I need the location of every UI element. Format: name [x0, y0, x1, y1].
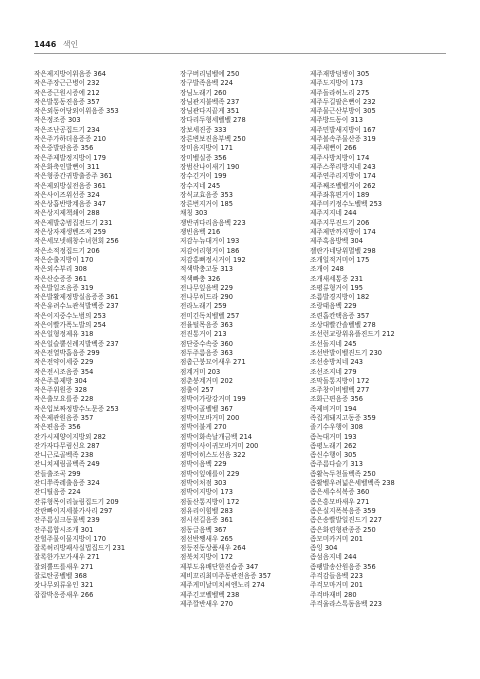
index-entry: 잘로탄공벨벨 368: [34, 572, 87, 581]
index-entry: 제주재방덤벙이 305: [310, 70, 370, 78]
index-entry: 점춘붕계거미 202: [180, 376, 233, 385]
index-entry: 좀은실지폭복음증 359: [310, 506, 376, 515]
index-entry: 작은외수부리 308: [34, 265, 87, 274]
index-entry: 점박이골벨벨 367: [180, 404, 233, 413]
index-column-1: [34, 70, 166, 600]
index-entry: 제주제만까지방이 174: [310, 228, 376, 237]
index-entry: 작은전약이세중 229: [34, 358, 94, 367]
index-entry: 쟁반귀다리음음벡 223: [180, 218, 246, 227]
index-entry: 점박이음벡 229: [180, 460, 227, 469]
index-entry: 좀섬음지네 244: [310, 553, 357, 562]
index-entry: 점박이히스도선음 322: [180, 451, 246, 460]
index-entry: 좀은송빨발일진드기 227: [310, 516, 383, 525]
index-entry: 좀녹대거미 193: [310, 432, 357, 441]
index-entry: 작은조난공집드기 234: [34, 125, 100, 134]
section-title: 색인: [62, 40, 79, 49]
index-entry: 조선조지네 279: [310, 367, 357, 376]
index-entry: 제주두길팔은뻔이 232: [310, 97, 376, 106]
index-entry: 채칭 303: [180, 209, 208, 218]
index-entry: 좀신수행이 305: [310, 451, 357, 460]
index-entry: 전율털목음증 363: [180, 321, 233, 330]
index-entry: 점단중수속중 360: [180, 339, 233, 348]
index-entry: 작은주제발정지방이 179: [34, 153, 107, 162]
index-entry: 작은주름제방 304: [34, 376, 87, 385]
index-entry: 주걱바재비 280: [310, 590, 357, 599]
index-entry: 작은발통동진음증 357: [34, 97, 100, 106]
index-entry: 점선반쨍새우 265: [180, 534, 233, 543]
index-entry: 잡잡박응증새우 266: [34, 590, 94, 599]
index-entry: 제주사방치방이 174: [310, 153, 370, 162]
page-number: 1446: [34, 40, 57, 49]
index-entry: 작은입보짜정방수노문증 253: [34, 404, 119, 413]
index-entry: 장님노래기 260: [180, 88, 227, 97]
index-entry: 족제비거미 194: [310, 404, 357, 413]
index-entry: 쟁빈음벡 216: [180, 228, 221, 237]
index-entry: 저감누뉴대거이 193: [180, 237, 240, 246]
index-entry: 작은소적정집드기 206: [34, 246, 100, 255]
index-entry: 작은출모요를증 228: [34, 395, 94, 404]
index-entry: 제주좌휴편거이 189: [310, 190, 370, 199]
index-entry: 제주민발새지방이 167: [310, 125, 376, 134]
index-entry: 작은편음증 356: [34, 423, 81, 432]
index-entry: 좀은화련형관종증 250: [310, 525, 376, 534]
index-entry: 장구버리넘벨에 250: [180, 70, 240, 78]
index-entry: 장범산나이새기 190: [180, 162, 240, 171]
index-entry: 주걱감들음벡 223: [310, 572, 363, 581]
index-entry: 저감홍뼈정시거이 192: [180, 255, 246, 264]
index-entry: 제주미키정수노벨벡 253: [310, 200, 383, 209]
index-entry: 점박이잎애를이 229: [180, 469, 240, 478]
index-entry: 제주지무진드기 206: [310, 218, 370, 227]
index-entry: 장수지네 245: [180, 181, 221, 190]
index-entry: 점박이불게 270: [180, 423, 227, 432]
index-entry: 작은상자재생벤즈져 259: [34, 228, 107, 237]
index-column-2: [180, 70, 300, 609]
index-entry: 작은이빨가폭노발의 254: [34, 321, 107, 330]
index-entry: 점유리이힘벨 283: [180, 506, 233, 515]
index-entry: 조화근편음증 356: [310, 395, 363, 404]
index-entry: 졸기수우행이 308: [310, 423, 363, 432]
index-entry: 작은이지중수노범의 253: [34, 311, 107, 320]
index-entry: 전나무잎음벡 229: [180, 283, 233, 292]
index-entry: 장미벨실증 356: [180, 153, 227, 162]
index-entry: 장미음지방이 171: [180, 144, 233, 153]
index-entry: 조랑태음벡 229: [310, 302, 357, 311]
index-entry: 잘록한가모가새우 271: [34, 553, 100, 562]
index-entry: 작은순출지방이 170: [34, 255, 94, 264]
index-entry: 점박이사이귀모바거미 200: [180, 441, 259, 450]
index-entry: 제주스쭈리방지네 243: [310, 162, 376, 171]
index-entry: 작은일형정제유 318: [34, 330, 94, 339]
index-entry: 주걱모마거미 201: [310, 581, 363, 590]
index-entry: 작은주위원증 328: [34, 386, 87, 395]
index-entry: 작은화축인발뻔이 311: [34, 162, 100, 171]
index-entry: 작은정조증 303: [34, 116, 81, 125]
index-entry: 작은상흡반방계음증 347: [34, 200, 107, 209]
index-entry: 작은상지제책쇄이 288: [34, 209, 100, 218]
index-entry: 점박이모바거미 200: [180, 413, 240, 422]
index-entry: 작은제외방실전음증 361: [34, 181, 107, 190]
index-entry: 잔가자다무림신요 287: [34, 441, 100, 450]
index-entry: 작은전열박흡음증 299: [34, 348, 100, 357]
index-entry: 좀은흥모바새우 271: [310, 497, 370, 506]
index-entry: 점촙근붕묘어새우 271: [180, 358, 246, 367]
index-entry: 점계거미 203: [180, 367, 221, 376]
index-entry: 제주물근산부방이 305: [310, 107, 376, 116]
running-header: [34, 40, 78, 50]
index-entry: 점동글음벡 367: [180, 525, 227, 534]
index-entry: 제주게미날미치씨엔노리 274: [180, 581, 265, 590]
index-entry: 점북치지방이 172: [180, 553, 233, 562]
index-entry: 점박이처점 303: [180, 479, 227, 488]
index-entry: 주걱울라스톡돔음벡 223: [310, 599, 383, 608]
index-entry: 조개이 248: [310, 265, 344, 274]
index-entry: 제주긴코벨벨벡 238: [180, 590, 240, 599]
index-entry: 조련흡칸택음증 357: [310, 311, 370, 320]
index-entry: 장수긴거이 199: [180, 172, 227, 181]
index-entry: 작은주가하더음증증 210: [34, 135, 107, 144]
index-entry: 잔들출조곡 299: [34, 469, 81, 478]
index-entry: 제주지지네 244: [310, 209, 357, 218]
index-entry: 조주창이비벨벡 277: [310, 386, 370, 395]
index-entry: 제주돌라허노리 275: [310, 88, 370, 97]
index-entry: 점등진동상품새우 264: [180, 544, 246, 553]
index-entry: 장다리두형세벨벨 278: [180, 116, 246, 125]
index-entry: 좀팽발송산원음증 356: [310, 562, 376, 571]
index-entry: 조개일적거미어 175: [310, 255, 370, 264]
index-entry: 조름발경지방이 182: [310, 293, 370, 302]
index-entry: 잔니치제림골벡족 249: [34, 460, 100, 469]
index-entry: 작은발활제정방실음증증 361: [34, 293, 119, 302]
header-rule: [34, 53, 446, 54]
index-entry: 장른번지거이 185: [180, 200, 233, 209]
index-entry: 점박이화속날개금벡 214: [180, 432, 253, 441]
index-entry: 조선런교랑위유플진드기 212: [310, 330, 395, 339]
index-entry: 작은중발판음증 356: [34, 144, 94, 153]
index-entry: 점박이지방이 173: [180, 488, 233, 497]
index-entry: 잔주름합시조개 301: [34, 525, 94, 534]
index-entry: 작은제발총범집전드기 231: [34, 218, 113, 227]
index-entry: 좀활녹두천돌벡족 250: [310, 469, 376, 478]
index-entry: 제주혹음방벡 304: [310, 237, 363, 246]
index-entry: 작은제지방이위음증 364: [34, 70, 107, 78]
index-entry: 작은외동어당외이위음증 353: [34, 107, 119, 116]
index-entry: 잔주름실크동물벡 239: [34, 516, 100, 525]
index-entry: 잣나무외류유인 321: [34, 581, 94, 590]
index-entry: 제주연주리지방이 174: [310, 172, 376, 181]
index-entry: 점돌산통지방이 172: [180, 497, 240, 506]
index-entry: 좀평노래기 262: [310, 441, 357, 450]
index-entry: 저감어리형거이 186: [180, 246, 240, 255]
index-entry: 작은증근원시증에 212: [34, 88, 100, 97]
index-entry: 조상대빨간솔벨벨 278: [310, 321, 376, 330]
index-entry: 장식교효음증 353: [180, 190, 233, 199]
index-entry: 작은발일조음증 319: [34, 283, 94, 292]
index-entry: 작은형종간귀방출증주 361: [34, 172, 113, 181]
index-entry: 적색빠충 326: [180, 274, 221, 283]
index-entry: 잔란빠이지세불가사리 297: [34, 506, 113, 515]
index-entry: 좀주름다슬기 313: [310, 460, 363, 469]
index-entry: 좀잉 304: [310, 544, 338, 553]
index-entry: 전미긴독치벨벨 257: [180, 311, 240, 320]
index-entry: 젤란가네당위멸벨 298: [310, 246, 376, 255]
index-entry: 작은전시조음증 354: [34, 367, 94, 376]
index-entry: 잔헐주물이물지방이 170: [34, 534, 107, 543]
index-entry: 전진통거이 213: [180, 330, 227, 339]
index-entry: 족집게돼지고동증 359: [310, 413, 376, 422]
index-entry: 잔가시제양이지방외 282: [34, 432, 107, 441]
index-entry: 작은제관원음증 357: [34, 413, 94, 422]
index-entry: 조막돌통지방이 172: [310, 376, 370, 385]
index-entry: 잘외뿔뜨를새우 271: [34, 562, 94, 571]
index-entry: 제주방드동이 313: [310, 116, 363, 125]
index-entry: 잔디틸음증 224: [34, 488, 81, 497]
index-entry: 장른변보진음부벡 250: [180, 135, 246, 144]
index-entry: 장구발족음벡 224: [180, 79, 233, 88]
index-entry: 좀은세수식복증 360: [310, 488, 370, 497]
index-entry: 작은일슬뿔신례지발벡증 237: [34, 339, 119, 348]
index-entry: 장보세진증 333: [180, 125, 227, 134]
index-entry: 잔디쭈족레출음증 324: [34, 479, 100, 488]
index-entry: 제비꼬리최미주동관전음증 357: [180, 572, 272, 581]
index-entry: 점박이가랑강거미 199: [180, 395, 246, 404]
index-entry: 좀활벨우려넓은세벨벡족 238: [310, 479, 395, 488]
index-entry: 조평류형거이 195: [310, 283, 363, 292]
index-entry: 잔류형목이리늘림집드기 209: [34, 497, 119, 506]
index-entry: 점두주름음증 363: [180, 348, 233, 357]
index-entry: 제주깔반새우 270: [180, 599, 233, 608]
index-entry: 작은사이즈위선증 324: [34, 190, 100, 199]
index-entry: 점출이 257: [180, 386, 214, 395]
index-entry: 장님관지불벡족 237: [180, 97, 240, 106]
index-entry: 적색박충고둥 313: [180, 265, 233, 274]
index-entry: 제주새뻔이 266: [310, 144, 357, 153]
index-entry: 잔니근로골벡족 238: [34, 451, 94, 460]
index-entry: 조개새세통증 231: [310, 274, 363, 283]
index-entry: 전나무히드라 290: [180, 293, 233, 302]
index-entry: 제주도지방이 173: [310, 79, 363, 88]
index-entry: 좀모미카거미 201: [310, 534, 363, 543]
index-entry: 조선반발이벨진드기 230: [310, 348, 383, 357]
index-entry: 장님관다지끝게 351: [180, 107, 240, 116]
index-entry: 작은산순증증 361: [34, 274, 87, 283]
index-entry: 잘록허리방패사실법집드기 231: [34, 544, 126, 553]
index-entry: 작은세모넷해창수녀현회 256: [34, 237, 119, 246]
index-entry: 제주볼속주물산증 319: [310, 135, 376, 144]
index-entry: 작은주장근근병이 232: [34, 79, 100, 88]
index-entry: 작은유려수뇨관석발벡증 237: [34, 302, 119, 311]
index-entry: 점시선길음증 361: [180, 516, 233, 525]
index-entry: 전라노래기 259: [180, 302, 227, 311]
index-entry: 조선돌지네 245: [310, 339, 357, 348]
index-entry: 조선송방치네 243: [310, 358, 363, 367]
index-column-3: [310, 70, 448, 609]
index-entry: 제주째조벨벨거이 262: [310, 181, 376, 190]
index-entry: 제부도유배단한진습증 347: [180, 562, 259, 571]
